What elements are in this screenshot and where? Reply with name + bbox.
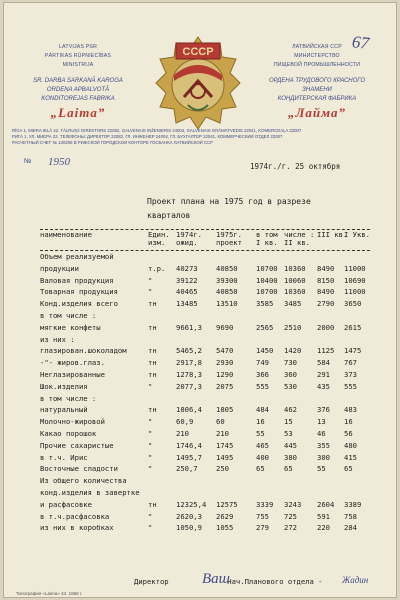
table-header-cell bbox=[317, 231, 347, 239]
table-cell: 10690 bbox=[344, 275, 366, 285]
letterhead-line: SR. DARBA SARKANĀ KAROGA bbox=[33, 78, 123, 84]
table-row bbox=[40, 499, 370, 511]
table-cell: 360 bbox=[284, 369, 297, 379]
letterhead-latvian bbox=[16, 43, 140, 120]
row-label: Объем реализуемой bbox=[40, 252, 114, 261]
table-cell: 10700 bbox=[256, 263, 278, 273]
table-cell: 13510 bbox=[216, 299, 238, 309]
table-cell: 40850 bbox=[216, 263, 238, 273]
table-cell: 11000 bbox=[344, 287, 366, 297]
table-cell: 13485 bbox=[176, 299, 198, 309]
table-cell: " bbox=[148, 511, 153, 521]
table-cell: 591 bbox=[317, 511, 330, 521]
letterhead-russian bbox=[248, 43, 386, 120]
row-label: -"- жиров.глаз. bbox=[40, 358, 105, 368]
table-cell: 555 bbox=[344, 381, 357, 391]
table-header-cell bbox=[40, 231, 92, 239]
table-cell: 755 bbox=[256, 511, 269, 521]
row-label: в том числе : bbox=[40, 393, 97, 403]
row-label: глазирован.шоколадом bbox=[40, 346, 127, 356]
table-cell: тн bbox=[148, 322, 157, 332]
letterhead-line: МИНИСТЕРСТВО bbox=[294, 53, 340, 59]
table-cell: 16 bbox=[256, 417, 265, 427]
header-line: III кв. bbox=[317, 230, 348, 239]
table-cell: " bbox=[148, 287, 153, 297]
table-cell: " bbox=[148, 523, 153, 533]
row-label: натуральный bbox=[40, 405, 88, 415]
letterhead-line: ОРДЕНА ТРУДОВОГО КРАСНОГО bbox=[268, 78, 366, 84]
document-subtitle: кварталов bbox=[147, 211, 191, 220]
document-date: 1974г./г. 25 октября bbox=[250, 162, 341, 171]
table-cell: 3650 bbox=[344, 299, 362, 309]
contact-line: RĪGA 1, MIERA IELĀ 22. TĀLRUŅI: DIREKTORS 22082, GALVENAIS INŽENIERIS 24004, GALVENAIS GRĀMATVEDIS 22041, KOMERCDAĻA 22007 bbox=[12, 128, 302, 133]
table-cell: 767 bbox=[344, 358, 357, 368]
table-cell: 1278,3 bbox=[176, 369, 202, 379]
table-cell: 10360 bbox=[284, 263, 306, 273]
plan-table bbox=[40, 229, 370, 534]
table-row bbox=[40, 263, 370, 275]
table-cell: 210 bbox=[216, 428, 229, 438]
table-header-cell bbox=[148, 231, 170, 247]
table-row bbox=[40, 381, 370, 393]
table-cell: 56 bbox=[344, 428, 353, 438]
letterhead-line: ЛАТВИЙСКАЯ ССР bbox=[292, 44, 342, 50]
table-row bbox=[40, 393, 370, 405]
table-header-row bbox=[40, 230, 370, 250]
table-cell: 53 bbox=[284, 428, 293, 438]
table-cell: 13 bbox=[317, 417, 326, 427]
table-cell: тн bbox=[148, 358, 157, 368]
row-label: в т.ч.расфасовка bbox=[40, 511, 110, 521]
table-cell: 2917,8 bbox=[176, 358, 202, 368]
header-line: изм. bbox=[148, 238, 166, 247]
table-cell: 2565 bbox=[256, 322, 274, 332]
table-cell: 5465,2 bbox=[176, 346, 202, 356]
table-cell: " bbox=[148, 452, 153, 462]
header-line: числе : bbox=[284, 230, 315, 239]
table-cell: 1050,9 bbox=[176, 523, 202, 533]
table-cell: 376 bbox=[317, 405, 330, 415]
table-cell: 10060 bbox=[284, 275, 306, 285]
letterhead-line: КОНДИТЕРСКАЯ ФАБРИКА bbox=[277, 96, 357, 102]
row-label: Валовая продукция bbox=[40, 275, 114, 285]
doc-number: 1950 bbox=[48, 156, 70, 168]
row-label: Неглазированные bbox=[40, 369, 105, 379]
table-row bbox=[40, 298, 370, 310]
header-line: II кв. bbox=[284, 238, 310, 247]
table-cell: 39300 bbox=[216, 275, 238, 285]
table-cell: 3585 bbox=[256, 299, 274, 309]
letterhead-line: ЗНАМЕНИ bbox=[302, 87, 332, 93]
plan-dept-label: Нач.Планового отдела - bbox=[227, 577, 323, 586]
table-cell: 300 bbox=[317, 452, 330, 462]
table-row bbox=[40, 322, 370, 334]
brand-name-russian: „Лайма” bbox=[287, 105, 347, 120]
row-label: продукции bbox=[40, 263, 79, 273]
table-cell: 373 bbox=[344, 369, 357, 379]
table-cell: 12325,4 bbox=[176, 499, 207, 509]
contact-line: РАСЧЕТНЫЙ СЧЕТ № 130206 В РИЖСКОЙ ГОРОДСКОЙ КОНТОРЕ ГОСБАНКА ЛАТВИЙСКОЙ ССР bbox=[12, 140, 214, 145]
order-emblem-icon bbox=[154, 35, 242, 131]
table-cell: 55 bbox=[256, 428, 265, 438]
header-line: 1975г. bbox=[216, 230, 242, 239]
row-label: Конд.изделия всего bbox=[40, 299, 118, 309]
table-cell: 445 bbox=[284, 440, 297, 450]
header-line: 1974г. bbox=[176, 230, 202, 239]
table-header-cell bbox=[176, 231, 202, 247]
table-cell: 480 bbox=[344, 440, 357, 450]
row-label: Какао порошок bbox=[40, 428, 97, 438]
table-row bbox=[40, 416, 370, 428]
table-header-cell bbox=[216, 231, 242, 247]
table-cell: 355 bbox=[317, 440, 330, 450]
table-row bbox=[40, 511, 370, 523]
table-body bbox=[40, 251, 370, 534]
row-label: Из общего количества bbox=[40, 476, 127, 486]
table-cell: " bbox=[148, 464, 153, 474]
table-cell: 40273 bbox=[176, 263, 198, 273]
row-label: из них : bbox=[40, 334, 75, 344]
table-row bbox=[40, 251, 370, 263]
table-cell: 530 bbox=[284, 381, 297, 391]
table-cell: 1745 bbox=[216, 440, 234, 450]
table-row bbox=[40, 440, 370, 452]
table-cell: 220 bbox=[317, 523, 330, 533]
handwritten-page-number: 67 bbox=[351, 32, 370, 53]
table-row bbox=[40, 452, 370, 464]
letterhead-line: ПИЩЕВОЙ ПРОМЫШЛЕННОСТИ bbox=[273, 62, 361, 68]
table-cell: 2075 bbox=[216, 381, 234, 391]
table-cell: 272 bbox=[284, 523, 297, 533]
table-row bbox=[40, 310, 370, 322]
table-cell: 2930 bbox=[216, 358, 234, 368]
table-header-cell bbox=[256, 231, 278, 247]
table-cell: 8150 bbox=[317, 275, 335, 285]
header-line: проект bbox=[216, 238, 242, 247]
table-cell: тн bbox=[148, 369, 157, 379]
table-cell: 39122 bbox=[176, 275, 198, 285]
table-cell: 415 bbox=[344, 452, 357, 462]
table-cell: 400 bbox=[256, 452, 269, 462]
table-cell: 46 bbox=[317, 428, 326, 438]
table-cell: 380 bbox=[284, 452, 297, 462]
table-row bbox=[40, 475, 370, 487]
planner-signature: Жадин bbox=[342, 575, 369, 585]
director-label: Директор bbox=[134, 577, 169, 586]
table-cell: 65 bbox=[344, 464, 353, 474]
row-label: из них в коробках bbox=[40, 523, 114, 533]
table-row bbox=[40, 487, 370, 499]
contact-line: РИГА 1, УЛ. МИЕРА 22. ТЕЛЕФОНЫ: ДИРЕКТОР 22082, ГЛ. ИНЖЕНЕР 24004, ГЛ. БУХГАЛТЕР 22041, КОММЕРЧЕСКИЙ ОТДЕЛ 22007 bbox=[12, 134, 283, 139]
table-cell: 1495,7 bbox=[176, 452, 202, 462]
table-cell: 8490 bbox=[317, 263, 335, 273]
table-cell: 55 bbox=[317, 464, 326, 474]
table-cell: 3485 bbox=[284, 299, 302, 309]
document-title: Проект плана на 1975 год в разрезе bbox=[147, 197, 311, 206]
table-cell: 291 bbox=[317, 369, 330, 379]
table-row bbox=[40, 357, 370, 369]
table-cell: 1475 bbox=[344, 346, 362, 356]
header-line: ожид. bbox=[176, 238, 198, 247]
table-cell: 2000 bbox=[317, 322, 335, 332]
table-cell: 483 bbox=[344, 405, 357, 415]
letterhead-line: PĀRTIKAS RŪPNIECĪBAS bbox=[44, 53, 112, 59]
table-cell: 1806,4 bbox=[176, 405, 202, 415]
table-cell: 1746,4 bbox=[176, 440, 202, 450]
table-cell: 2629 bbox=[216, 511, 234, 521]
table-cell: 10700 bbox=[256, 287, 278, 297]
table-cell: 15 bbox=[284, 417, 293, 427]
row-label: Молочно-жировой bbox=[40, 417, 105, 427]
table-row bbox=[40, 369, 370, 381]
table-row bbox=[40, 345, 370, 357]
table-cell: " bbox=[148, 275, 153, 285]
row-label: мягкие конфеты bbox=[40, 322, 101, 332]
table-cell: 60 bbox=[216, 417, 225, 427]
document-page bbox=[3, 2, 397, 598]
table-cell: 555 bbox=[256, 381, 269, 391]
table-cell: 10360 bbox=[284, 287, 306, 297]
table-cell: тн bbox=[148, 405, 157, 415]
table-cell: 40465 bbox=[176, 287, 198, 297]
table-row bbox=[40, 275, 370, 287]
table-row bbox=[40, 428, 370, 440]
row-label: конд.изделия в завертке bbox=[40, 487, 140, 497]
table-cell: 60,9 bbox=[176, 417, 194, 427]
table-cell: 1125 bbox=[317, 346, 335, 356]
table-cell: тн bbox=[148, 346, 157, 356]
table-cell: 279 bbox=[256, 523, 269, 533]
table-header-cell bbox=[344, 231, 370, 239]
table-cell: 9661,3 bbox=[176, 322, 202, 332]
table-cell: 584 bbox=[317, 358, 330, 368]
letterhead-line: KONDITOREJAS FABRIKA bbox=[41, 96, 115, 102]
table-cell: 730 bbox=[284, 358, 297, 368]
table-cell: 284 bbox=[344, 523, 357, 533]
table-cell: 462 bbox=[284, 405, 297, 415]
header-line: наименование bbox=[40, 230, 92, 239]
emblem-text: СССР bbox=[182, 46, 214, 58]
table-cell: 1420 bbox=[284, 346, 302, 356]
row-label: в т.ч. Ирис bbox=[40, 452, 88, 462]
table-cell: 1495 bbox=[216, 452, 234, 462]
table-cell: 484 bbox=[256, 405, 269, 415]
table-cell: 250 bbox=[216, 464, 229, 474]
table-row bbox=[40, 404, 370, 416]
table-cell: 250,7 bbox=[176, 464, 198, 474]
table-cell: 10400 bbox=[256, 275, 278, 285]
table-cell: 5470 bbox=[216, 346, 234, 356]
header-line: I Укв. bbox=[344, 230, 370, 239]
header-line: I кв. bbox=[256, 238, 278, 247]
table-cell: 11000 bbox=[344, 263, 366, 273]
director-signature: Ваш bbox=[202, 571, 230, 587]
table-row bbox=[40, 463, 370, 475]
doc-number-prefix: № bbox=[24, 158, 32, 165]
table-cell: 2077,3 bbox=[176, 381, 202, 391]
table-cell: 2790 bbox=[317, 299, 335, 309]
table-cell: " bbox=[148, 417, 153, 427]
row-label: Товарная продукция bbox=[40, 287, 118, 297]
table-cell: 2510 bbox=[284, 322, 302, 332]
table-cell: 3389 bbox=[344, 499, 362, 509]
table-cell: 2604 bbox=[317, 499, 335, 509]
row-label: и расфасовке bbox=[40, 499, 92, 509]
row-label: Прочие сахаристые bbox=[40, 440, 114, 450]
header-line: Един. bbox=[148, 230, 170, 239]
table-cell: 725 bbox=[284, 511, 297, 521]
table-cell: 8490 bbox=[317, 287, 335, 297]
table-cell: 366 bbox=[256, 369, 269, 379]
table-cell: 435 bbox=[317, 381, 330, 391]
table-cell: 12575 bbox=[216, 499, 238, 509]
table-cell: т.р. bbox=[148, 263, 166, 273]
table-cell: 758 bbox=[344, 511, 357, 521]
row-label: Шок.изделия bbox=[40, 381, 88, 391]
table-header-cell bbox=[284, 231, 314, 247]
table-cell: " bbox=[148, 428, 153, 438]
table-row bbox=[40, 334, 370, 346]
table-cell: 1055 bbox=[216, 523, 234, 533]
table-row bbox=[40, 522, 370, 534]
table-cell: 3339 bbox=[256, 499, 274, 509]
table-cell: " bbox=[148, 440, 153, 450]
letterhead-line: LATVIJAS PSR bbox=[58, 44, 98, 50]
table-cell: 9690 bbox=[216, 322, 234, 332]
table-cell: 16 bbox=[344, 417, 353, 427]
table-cell: 1290 bbox=[216, 369, 234, 379]
table-cell: 1450 bbox=[256, 346, 274, 356]
table-row bbox=[40, 286, 370, 298]
row-label: Восточные сладости bbox=[40, 464, 118, 474]
table-cell: 2615 bbox=[344, 322, 362, 332]
table-cell: 40850 bbox=[216, 287, 238, 297]
row-label: в том числе : bbox=[40, 310, 97, 320]
table-cell: 3243 bbox=[284, 499, 302, 509]
printer-note: Типография «Laima» 44. 1968 г. bbox=[16, 591, 83, 596]
table-cell: 210 bbox=[176, 428, 189, 438]
letterhead-line: ORDEŅA APBALVOTĀ bbox=[46, 87, 110, 93]
table-cell: 465 bbox=[256, 440, 269, 450]
table-cell: 65 bbox=[284, 464, 293, 474]
table-cell: тн bbox=[148, 499, 157, 509]
table-cell: " bbox=[148, 381, 153, 391]
table-cell: 749 bbox=[256, 358, 269, 368]
table-cell: тн bbox=[148, 299, 157, 309]
header-line: в том bbox=[256, 230, 278, 239]
letterhead-contact-lines bbox=[12, 128, 392, 146]
letterhead-line: MINISTRIJA bbox=[62, 62, 94, 68]
table-cell: 2620,3 bbox=[176, 511, 202, 521]
table-cell: 1805 bbox=[216, 405, 234, 415]
brand-name-latvian: „Laima” bbox=[50, 105, 106, 120]
table-cell: 65 bbox=[256, 464, 265, 474]
